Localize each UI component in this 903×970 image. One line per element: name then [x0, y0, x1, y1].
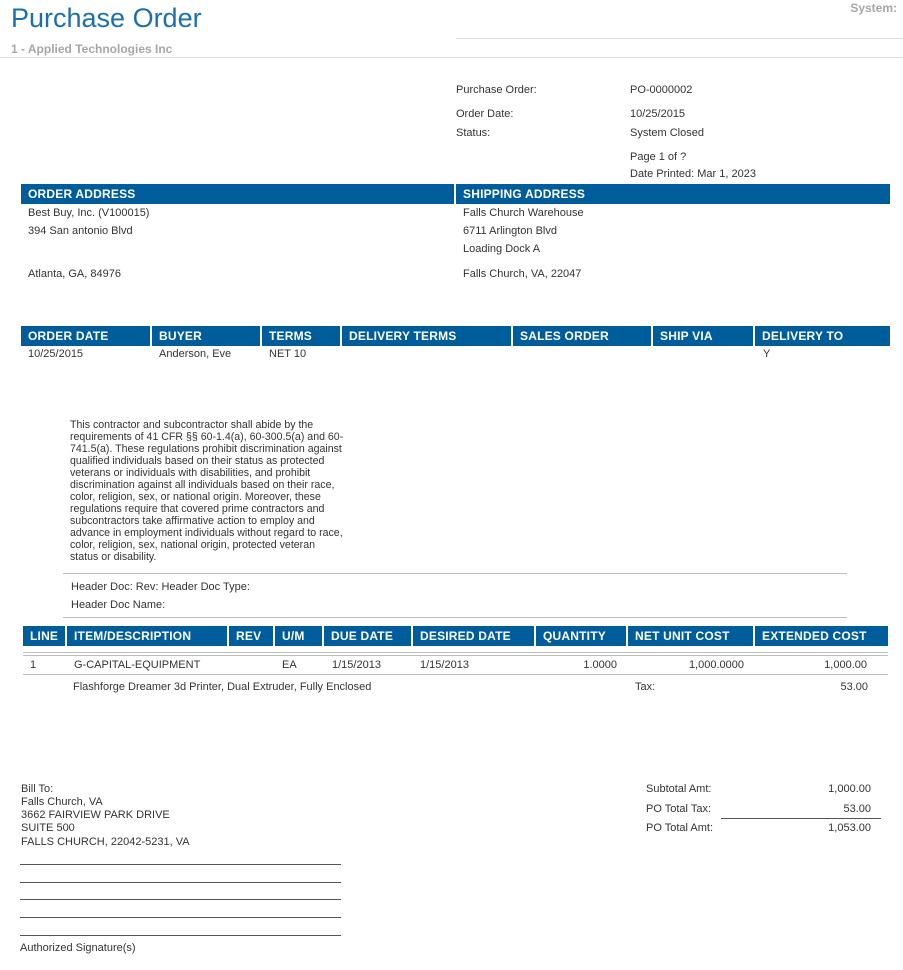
header-doc-name: Header Doc Name:	[71, 599, 166, 611]
total-tax-value: 53.00	[843, 803, 871, 815]
total-amount-value: 1,053.00	[828, 822, 871, 834]
date-printed: Date Printed: Mar 1, 2023	[630, 168, 756, 180]
divider	[63, 617, 847, 618]
item-desired-date: 1/15/2013	[420, 659, 469, 671]
po-number-label: Purchase Order:	[456, 84, 537, 96]
bill-to-line: SUITE 500	[21, 822, 75, 834]
bill-to-line: Falls Church, VA	[21, 796, 103, 808]
item-due-date: 1/15/2013	[332, 659, 381, 671]
address-header-bar	[21, 184, 890, 204]
col-terms: TERMS	[262, 326, 342, 346]
divider	[0, 57, 903, 58]
delivery-to-value: Y	[763, 348, 771, 360]
item-description: Flashforge Dreamer 3d Printer, Dual Extruder, Fully Enclosed	[73, 681, 372, 693]
divider	[23, 655, 888, 656]
item-tax-label: Tax:	[635, 681, 656, 693]
item-extended-cost: 1,000.00	[824, 659, 867, 671]
order-address-line: Best Buy, Inc. (V100015)	[28, 207, 150, 219]
order-details-header-bar	[21, 326, 890, 346]
col-ship-via: SHIP VIA	[653, 326, 755, 346]
item-line: 1	[30, 659, 37, 671]
buyer-value: Anderson, Eve	[159, 348, 232, 360]
shipping-address-line: Falls Church Warehouse	[463, 207, 584, 219]
col-rev: REV	[229, 626, 275, 646]
divider	[63, 573, 847, 574]
po-number: PO-0000002	[630, 84, 693, 96]
col-item-description: ITEM/DESCRIPTION	[67, 626, 229, 646]
total-tax-label: PO Total Tax:	[646, 803, 712, 815]
col-quantity: QUANTITY	[536, 626, 628, 646]
col-due-date: DUE DATE	[324, 626, 413, 646]
subtotal-value: 1,000.00	[828, 783, 871, 795]
header-doc-info: Header Doc: Rev: Header Doc Type:	[71, 581, 250, 593]
order-address-line: Atlanta, GA, 84976	[28, 268, 121, 280]
col-extended-cost: EXTENDED COST	[762, 629, 867, 643]
col-net-unit-cost: NET UNIT COST	[628, 626, 755, 646]
col-order-date: ORDER DATE	[21, 326, 152, 346]
signature-line	[20, 899, 341, 900]
col-buyer: BUYER	[152, 326, 262, 346]
system-label: System:	[850, 1, 897, 15]
signature-line	[20, 882, 341, 883]
col-desired-date: DESIRED DATE	[413, 626, 536, 646]
col-delivery-terms: DELIVERY TERMS	[342, 326, 513, 346]
order-date: 10/25/2015	[630, 108, 686, 120]
total-amount-label: PO Total Amt:	[646, 822, 714, 834]
shipping-address-line: 6711 Arlington Blvd	[463, 225, 557, 237]
compliance-notice: This contractor and subcontractor shall abide by the requirements of 41 CFR §§ 60-1.4(a), 60-300.5(a) and 60-741.5(a). These regulations prohibit discrimination against qualified individuals based on their status as protected veterans or individuals with disabilities, and prohibit discrimination against all individuals based on their race, color, religion, sex, or national origin. Moreover, these regulations require that covered prime contractors and subcontractors take affirmative action to employ and advance in employment individuals without regard to race, color, religion, sex, national origin, protected veteran status or disability.	[70, 419, 344, 563]
divider	[23, 674, 888, 675]
col-sales-order: SALES ORDER	[513, 326, 653, 346]
page-title: Purchase Order	[11, 3, 202, 33]
divider	[721, 818, 881, 819]
item-code: G-CAPITAL-EQUIPMENT	[74, 659, 201, 671]
shipping-address-line: Falls Church, VA, 22047	[463, 268, 582, 280]
subtotal-label: Subtotal Amt:	[646, 783, 712, 795]
shipping-address-heading: SHIPPING ADDRESS	[463, 187, 586, 201]
page-number: Page 1 of ?	[630, 151, 687, 163]
signature-line	[20, 935, 341, 936]
col-line: LINE	[23, 626, 67, 646]
order-address-heading: ORDER ADDRESS	[21, 184, 456, 204]
signature-line	[20, 917, 341, 918]
status-value: System Closed	[630, 127, 704, 139]
item-quantity: 1.0000	[583, 659, 617, 671]
status-label: Status:	[456, 127, 491, 139]
company-name: 1 - Applied Technologies Inc	[11, 42, 173, 56]
bill-to-line: 3662 FAIRVIEW PARK DRIVE	[21, 809, 170, 821]
item-tax-value: 53.00	[840, 681, 868, 693]
shipping-address-line: Loading Dock A	[463, 243, 541, 255]
bill-to-line: FALLS CHURCH, 22042-5231, VA	[21, 836, 190, 848]
signature-label: Authorized Signature(s)	[20, 942, 136, 954]
col-um: U/M	[275, 626, 324, 646]
order-date-label: Order Date:	[456, 108, 514, 120]
signature-line	[20, 864, 341, 865]
item-um: EA	[282, 659, 297, 671]
order-address-line: 394 San antonio Blvd	[28, 225, 133, 237]
divider	[23, 652, 888, 653]
item-unit-cost: 1,000.0000	[688, 659, 744, 671]
col-delivery-to: DELIVERY TO	[762, 329, 844, 343]
items-header-bar	[23, 626, 888, 646]
order-date-value: 10/25/2015	[28, 348, 84, 360]
bill-to-label: Bill To:	[21, 783, 54, 795]
terms-value: NET 10	[269, 348, 307, 360]
divider	[456, 38, 903, 39]
